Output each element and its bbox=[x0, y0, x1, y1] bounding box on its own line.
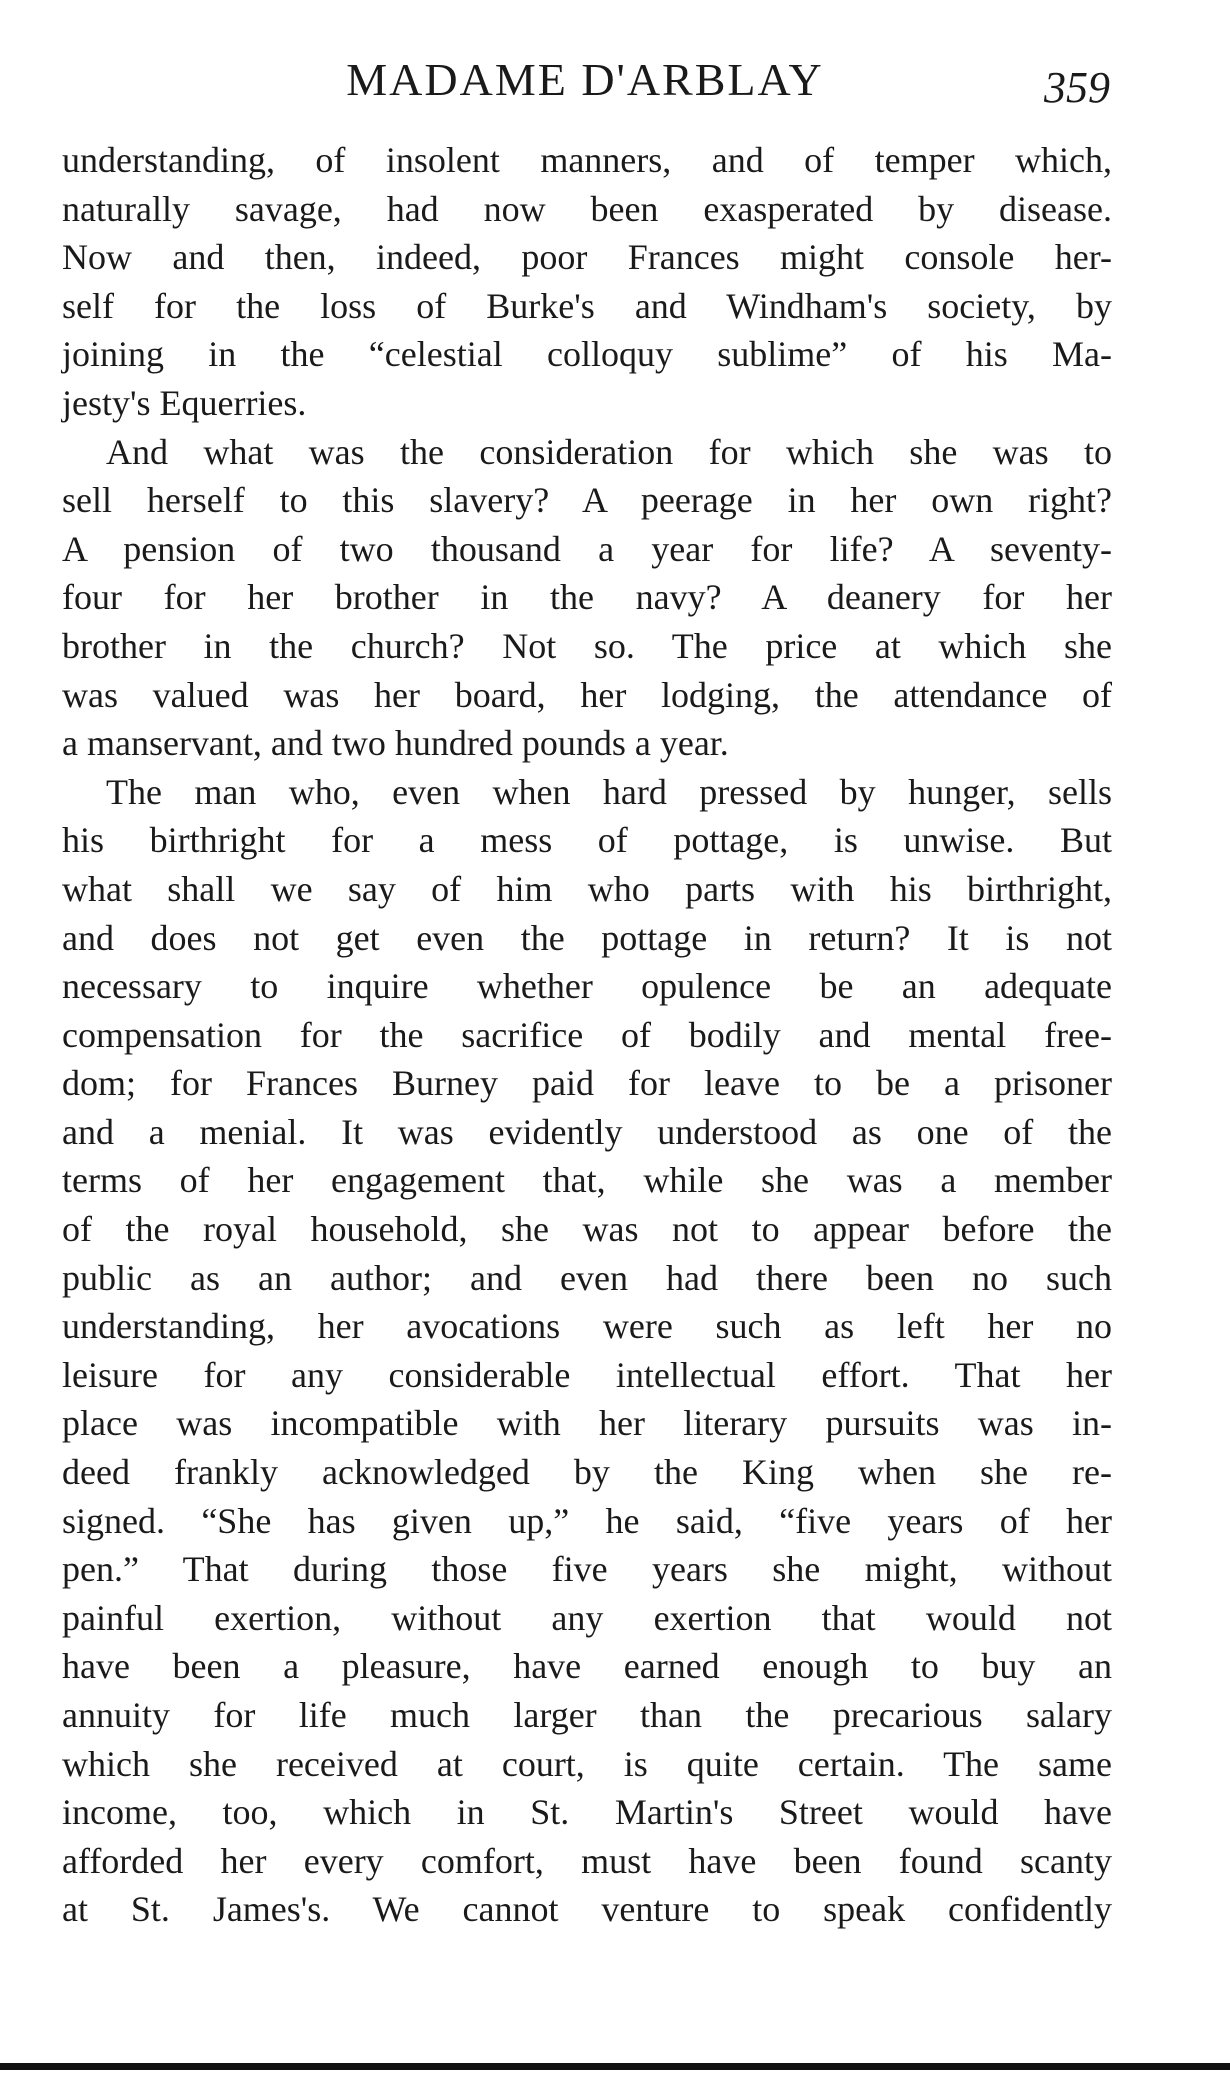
text-line: afforded her every comfort, must have been found scanty bbox=[62, 1840, 1112, 1881]
body-text bbox=[62, 136, 1112, 1934]
text-line: And what was the consideration for which she was to bbox=[106, 431, 1112, 472]
text-line: his birthright for a mess of pottage, is unwise. But bbox=[62, 820, 1112, 861]
page-number: 359 bbox=[1044, 63, 1110, 112]
text-line: naturally savage, had now been exasperated by disease. bbox=[62, 188, 1112, 229]
text-line: painful exertion, without any exertion that would not bbox=[62, 1597, 1112, 1638]
text-line: jesty's Equerries. bbox=[62, 382, 307, 423]
text-line: The man who, even when hard pressed by hunger, sells bbox=[106, 771, 1112, 812]
text-line: brother in the church? Not so. The price at which she bbox=[62, 625, 1112, 666]
text-line: joining in the “celestial colloquy sublime” of his Ma- bbox=[62, 334, 1112, 375]
text-line: understanding, of insolent manners, and of temper which, bbox=[62, 140, 1112, 180]
text-line: income, too, which in St. Martin's Street would have bbox=[62, 1792, 1112, 1833]
text-line: annuity for life much larger than the precarious salary bbox=[62, 1695, 1112, 1735]
text-line: terms of her engagement that, while she was a member bbox=[62, 1160, 1112, 1201]
text-line: self for the loss of Burke's and Windham's society, by bbox=[62, 285, 1112, 326]
text-line: of the royal household, she was not to appear before the bbox=[62, 1209, 1112, 1250]
running-head bbox=[60, 50, 1110, 110]
text-line: Now and then, indeed, poor Frances might console her- bbox=[62, 237, 1112, 278]
text-line: pen.” That during those five years she might, without bbox=[62, 1549, 1112, 1590]
text-line: signed. “She has given up,” he said, “five years of her bbox=[62, 1500, 1112, 1541]
text-line: was valued was her board, her lodging, the attendance of bbox=[62, 674, 1112, 715]
bottom-rule bbox=[0, 2063, 1230, 2070]
text-line: public as an author; and even had there been no such bbox=[62, 1257, 1112, 1298]
text-line: necessary to inquire whether opulence be an adequate bbox=[62, 966, 1112, 1007]
text-line: and a menial. It was evidently understood as one of the bbox=[62, 1111, 1112, 1152]
text-line: four for her brother in the navy? A deanery for her bbox=[62, 577, 1112, 618]
text-line: A pension of two thousand a year for life? A seventy- bbox=[62, 528, 1112, 569]
text-line: a manservant, and two hundred pounds a year. bbox=[62, 723, 729, 764]
text-line: at St. James's. We cannot venture to speak confidently bbox=[62, 1889, 1112, 1930]
text-line: compensation for the sacrifice of bodily and mental free- bbox=[62, 1014, 1112, 1055]
text-line: have been a pleasure, have earned enough to buy an bbox=[62, 1646, 1112, 1687]
text-line: leisure for any considerable intellectual effort. That her bbox=[62, 1354, 1112, 1395]
text-line: and does not get even the pottage in return? It is not bbox=[62, 917, 1112, 958]
text-line: which she received at court, is quite certain. The same bbox=[62, 1743, 1112, 1784]
running-title: MADAME D'ARBLAY bbox=[346, 54, 824, 105]
text-line: sell herself to this slavery? A peerage in her own right? bbox=[62, 480, 1112, 521]
text-line: understanding, her avocations were such as left her no bbox=[62, 1306, 1112, 1347]
text-line: deed frankly acknowledged by the King when she re- bbox=[62, 1452, 1112, 1493]
text-line: place was incompatible with her literary pursuits was in- bbox=[62, 1403, 1112, 1444]
text-line: what shall we say of him who parts with his birthright, bbox=[62, 868, 1112, 909]
text-line: dom; for Frances Burney paid for leave to be a prisoner bbox=[62, 1063, 1112, 1104]
